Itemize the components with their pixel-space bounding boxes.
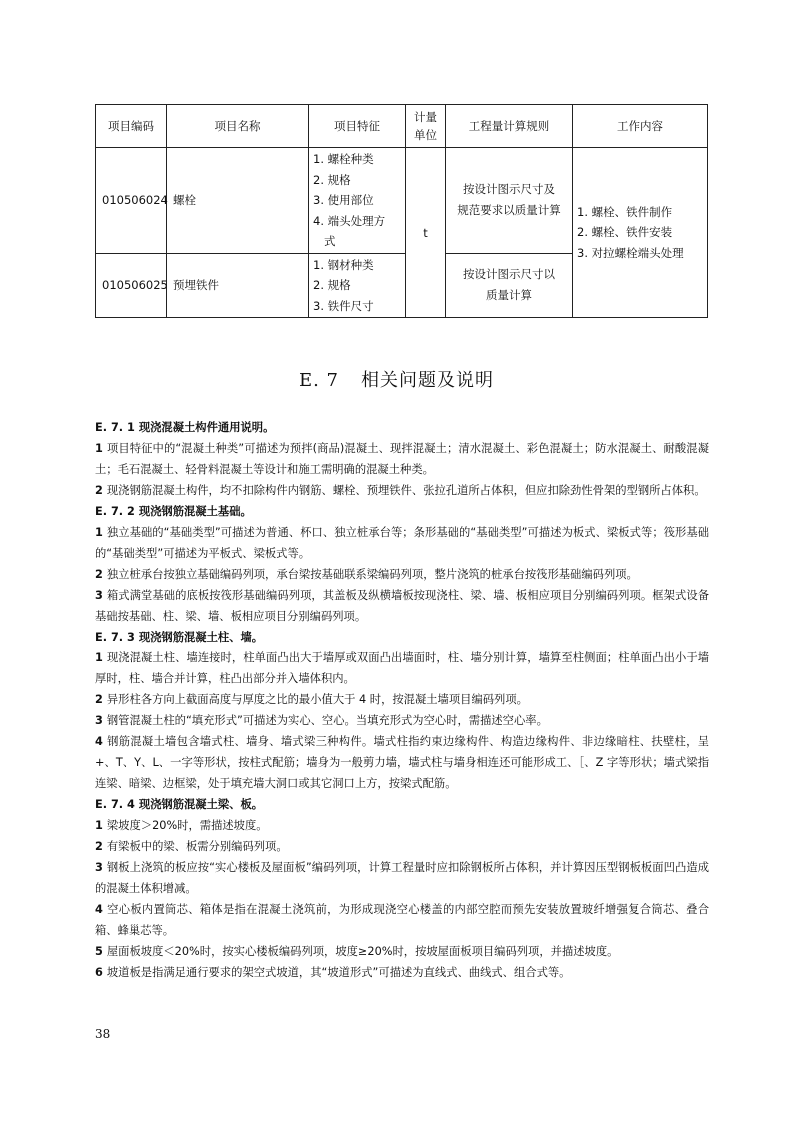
paragraph bbox=[95, 586, 709, 628]
subsection-heading: E. 7. 4 现浇钢筋混凝土梁、板。 bbox=[95, 798, 264, 812]
paragraph-text: 箱式满堂基础的底板按筏形基础编码列项，其盖板及纵横墙板按现浇柱、梁、墙、板相应项目分别编码列项。框架式设备基础按基础、柱、梁、墙、板相应项目分别编码列项。 bbox=[95, 588, 709, 623]
paragraph-number: 1 bbox=[95, 525, 103, 539]
paragraph-number: 2 bbox=[95, 840, 103, 854]
paragraph-text: 钢管混凝土柱的“填充形式”可描述为实心、空心。当填充形式为空心时，需描述空心率。 bbox=[106, 714, 548, 728]
paragraph-text: 异形柱各方向上截面高度与厚度之比的最小值大于 4 时，按混凝土墙项目编码列项。 bbox=[106, 693, 528, 707]
paragraph bbox=[95, 837, 709, 858]
paragraph-number: 6 bbox=[95, 965, 103, 979]
row-quantity-rule bbox=[446, 253, 573, 318]
paragraph-number: 3 bbox=[95, 861, 103, 875]
feature-line: 3. 铁件尺寸 bbox=[313, 298, 374, 313]
paragraph bbox=[95, 481, 709, 502]
header-item-code: 项目编码 bbox=[96, 105, 167, 148]
unit-cell: t bbox=[406, 148, 446, 318]
work-line: 2. 螺栓、铁件安装 bbox=[577, 225, 673, 240]
paragraph-number: 5 bbox=[95, 944, 103, 958]
paragraph-number: 1 bbox=[95, 441, 103, 455]
paragraph-text: 项目特征中的“混凝土种类”可描述为预拌(商品)混凝土、现拌混凝土；清水混凝土、彩色混凝土；防水混凝土、耐酸混凝土；毛石混凝土、轻骨料混凝土等设计和施工需明确的混凝土种类。 bbox=[95, 441, 709, 476]
paragraph bbox=[95, 900, 709, 942]
paragraph-text: 梁坡度＞20%时，需描述坡度。 bbox=[106, 819, 268, 833]
rule-line: 按设计图示尺寸以 bbox=[463, 267, 555, 282]
header-work-content: 工作内容 bbox=[573, 105, 708, 148]
row-features bbox=[309, 253, 406, 318]
feature-line: 4. 端头处理方 bbox=[313, 213, 386, 228]
paragraph-text: 钢板上浇筑的板应按“实心楼板及屋面板”编码列项，计算工程量时应扣除钢板所占体积，并计算因压型钢板板面凹凸造成的混凝土体积增减。 bbox=[95, 861, 709, 895]
header-unit-line-1: 计量 bbox=[414, 110, 437, 124]
section-number: E. 7 bbox=[298, 370, 340, 391]
header-item-features: 项目特征 bbox=[309, 105, 406, 148]
paragraph-text: 有梁板中的梁、板需分别编码列项。 bbox=[106, 840, 288, 854]
paragraph-text: 钢筋混凝土墙包含墙式柱、墙身、墙式梁三种构件。墙式柱指约束边缘构件、构造边缘构件、非边缘暗柱、扶壁柱，呈 +、T、Y、L、一字等形状，按柱式配筋；墙身为一般剪力墙，墙式柱与墙身相连还可能形成工、［、Z 字等形状；墙式梁指连梁、暗梁、边框梁，处于填充墙大洞口或其它洞口上方，按梁式配筋。 bbox=[95, 735, 709, 791]
paragraph-number: 4 bbox=[95, 735, 103, 749]
feature-line: 1. 螺栓种类 bbox=[313, 152, 374, 166]
rule-line: 规范要求以质量计算 bbox=[457, 203, 561, 218]
page-number: 38 bbox=[95, 1027, 111, 1041]
table-header-row bbox=[96, 105, 708, 148]
table-row bbox=[96, 148, 708, 254]
paragraph bbox=[95, 711, 709, 732]
rule-line: 按设计图示尺寸及 bbox=[463, 182, 555, 197]
row-code: 010506025 bbox=[96, 253, 167, 318]
work-line: 3. 对拉螺栓端头处理 bbox=[577, 245, 684, 260]
paragraph bbox=[95, 523, 709, 565]
paragraph bbox=[95, 858, 709, 900]
feature-line: 式 bbox=[324, 234, 336, 248]
paragraph-number: 3 bbox=[95, 588, 103, 602]
work-line: 1. 螺栓、铁件制作 bbox=[577, 204, 673, 219]
paragraph-text: 独立基础的“基础类型”可描述为普通、杯口、独立桩承台等；条形基础的“基础类型”可描述为板式、梁板式等；筏形基础的“基础类型”可描述为平板式、梁板式等。 bbox=[95, 525, 709, 560]
subsection-heading: E. 7. 3 现浇钢筋混凝土柱、墙。 bbox=[95, 630, 264, 644]
paragraph bbox=[95, 648, 709, 690]
paragraph-number: 2 bbox=[95, 693, 103, 707]
subsection-heading: E. 7. 1 现浇混凝土构件通用说明。 bbox=[95, 421, 275, 434]
header-unit-line-2: 单位 bbox=[414, 128, 437, 142]
paragraph-number: 2 bbox=[95, 483, 103, 497]
feature-line: 2. 规格 bbox=[313, 278, 351, 292]
paragraph-number: 3 bbox=[95, 714, 103, 728]
feature-line: 1. 钢材种类 bbox=[313, 257, 374, 272]
paragraph-text: 坡道板是指满足通行要求的架空式坡道，其“坡道形式”可描述为直线式、曲线式、组合式等。 bbox=[106, 965, 571, 979]
header-unit bbox=[406, 105, 446, 148]
paragraph bbox=[95, 690, 709, 711]
paragraph-text: 独立桩承台按独立基础编码列项，承台梁按基础联系梁编码列项，整片浇筑的桩承台按筏形基础编码列项。 bbox=[106, 567, 638, 581]
paragraph bbox=[95, 439, 709, 481]
paragraph bbox=[95, 565, 709, 586]
row-name: 螺栓 bbox=[167, 148, 309, 254]
explanation-text bbox=[95, 418, 709, 984]
paragraph-text: 现浇钢筋混凝土构件，均不扣除构件内钢筋、螺栓、预埋铁件、张拉孔道所占体积，但应扣除劲性骨架的型钢所占体积。 bbox=[106, 483, 706, 497]
row-features bbox=[309, 148, 406, 254]
row-name: 预埋铁件 bbox=[167, 253, 309, 318]
work-content-cell bbox=[573, 148, 708, 318]
paragraph bbox=[95, 816, 709, 837]
header-quantity-rule: 工程量计算规则 bbox=[446, 105, 573, 148]
rule-line: 质量计算 bbox=[486, 288, 532, 303]
paragraph-number: 1 bbox=[95, 819, 103, 833]
header-item-name: 项目名称 bbox=[167, 105, 309, 148]
paragraph-text: 屋面板坡度＜20%时，按实心楼板编码列项，坡度≥20%时，按坡屋面板项目编码列项，并描述坡度。 bbox=[106, 944, 619, 958]
paragraph-text: 空心板内置筒芯、箱体是指在混凝土浇筑前，为形成现浇空心楼盖的内部空腔而预先安装放置玻纤增强复合筒芯、叠合箱、蜂巢芯等。 bbox=[95, 902, 709, 937]
section-heading bbox=[0, 366, 793, 392]
paragraph bbox=[95, 732, 709, 795]
paragraph bbox=[95, 942, 709, 963]
row-code: 010506024 bbox=[96, 148, 167, 254]
feature-line: 3. 使用部位 bbox=[313, 193, 374, 207]
row-quantity-rule bbox=[446, 148, 573, 254]
paragraph-number: 2 bbox=[95, 567, 103, 581]
feature-line: 2. 规格 bbox=[313, 172, 351, 187]
paragraph-text: 现浇混凝土柱、墙连接时，柱单面凸出大于墙厚或双面凸出墙面时，柱、墙分别计算，墙算至柱侧面；柱单面凸出小于墙厚时，柱、墙合并计算，柱凸出部分并入墙体积内。 bbox=[95, 651, 709, 686]
paragraph-number: 4 bbox=[95, 902, 103, 916]
subsection-heading: E. 7. 2 现浇钢筋混凝土基础。 bbox=[95, 504, 252, 518]
section-title-text: 相关问题及说明 bbox=[361, 370, 495, 391]
paragraph-number: 1 bbox=[95, 651, 103, 665]
paragraph bbox=[95, 963, 709, 984]
bill-of-quantities-table bbox=[95, 104, 708, 318]
